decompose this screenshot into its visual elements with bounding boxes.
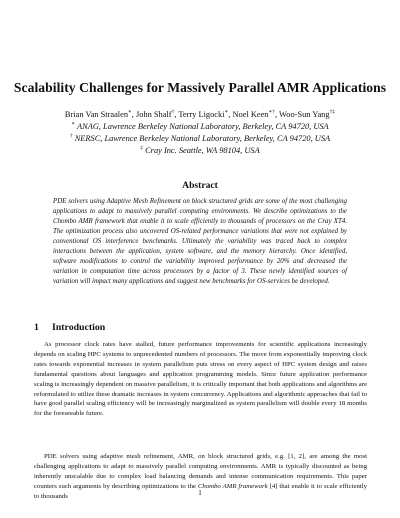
author-mark: † <box>171 109 175 115</box>
author-list: Brian Van Straalen∗, John Shalf†, Terry Ligocki∗, Noel Keen∗†, Woo-Sun Yang†‡ <box>64 109 336 119</box>
author-name: Terry Ligocki <box>178 109 225 119</box>
author-name: John Shalf <box>135 109 172 119</box>
framework-name: Chombo AMR framework <box>197 482 268 490</box>
affiliation-text: ANAG, Lawrence Berkeley National Laboratory, Berkeley, CA 94720, USA <box>77 121 329 131</box>
page-number: 1 <box>198 489 202 497</box>
author-mark: †‡ <box>329 109 336 115</box>
abstract-text: PDE solvers using Adaptive Mesh Refinement on block structured grids are some of the most challenging applications to adapt to massively parallel computing environments. We describe optimizations to the Chombo AMR framework that enable it to scale efficiently to thousands of processors on the Cray XT4. The optimization process also uncovered OS-related performance variations that were not explained by conventional OS interference benchmarks. Ultimately the variability was traced back to complex interactions between the application, system software, and the memory hierarchy. Once identified, software modifications to control the variability improved performance by 20% and decreased the variation in computation time across processors by a factor of 3. These newly identified sources of variation will impact many applications and suggest new benchmarks for OS-services be developed. <box>53 198 347 285</box>
affiliation-3 <box>0 143 400 156</box>
section-title: Introduction <box>52 322 106 333</box>
affiliation-mark: ‡ <box>140 145 143 151</box>
paragraph-text: [4] that enable it to scale efficiently to thousands <box>34 482 367 500</box>
author-name: Noel Keen <box>232 109 269 119</box>
author-name: Brian Van Straalen <box>64 109 129 119</box>
section-number: 1 <box>34 322 39 333</box>
author-name: Woo-Sun Yang <box>279 109 330 119</box>
affiliation-text: NERSC, Lawrence Berkeley National Laboratory, Berkeley, CA 94720, USA <box>74 133 331 143</box>
author-mark: ∗† <box>268 109 275 115</box>
affiliation-mark: ∗ <box>71 121 76 127</box>
paper-title: Scalability Challenges for Massively Parallel AMR Applications <box>13 80 387 95</box>
section-heading <box>34 322 105 333</box>
author-mark: ∗ <box>224 109 229 115</box>
intro-paragraph-1: As processor clock rates have stalled, future performance improvements for scientific applications increasingly depends on scaling HPC systems to unprecedented numbers of processors. The move from exponentially improving clock rates towards exponential increases in system parallelism puts stress on every aspect of HPC system design and raises fundamental questions about languages and application programming models. Since future application performance scaling is increasingly dependent on massive parallelism, it is critically important that both applications and algorithms are reformulated to utilize these dramatic increases in system concurrency. Applications and algorithmic approaches that fail to have good parallel scaling efficiency will be increasingly marginalized as system parallelism will double every 18 months for the foreseeable future. <box>34 341 367 418</box>
paragraph-text: PDE solvers using adaptive mesh refinement, AMR, on block structured grids, e.g. [1, 2], are among the most challenging applications to adapt to massively parallel computing environments. AMR is typically discounted as being inherently unscalable due to complex load balancing demands and intense communication requirements. This paper counters such arguments by describing optimizations to the <box>34 453 367 490</box>
abstract-heading: Abstract <box>182 180 218 191</box>
author-mark: ∗ <box>128 109 132 115</box>
affiliation-mark: † <box>69 133 73 139</box>
affiliation-text: Cray Inc. Seattle, WA 98104, USA <box>145 145 260 155</box>
